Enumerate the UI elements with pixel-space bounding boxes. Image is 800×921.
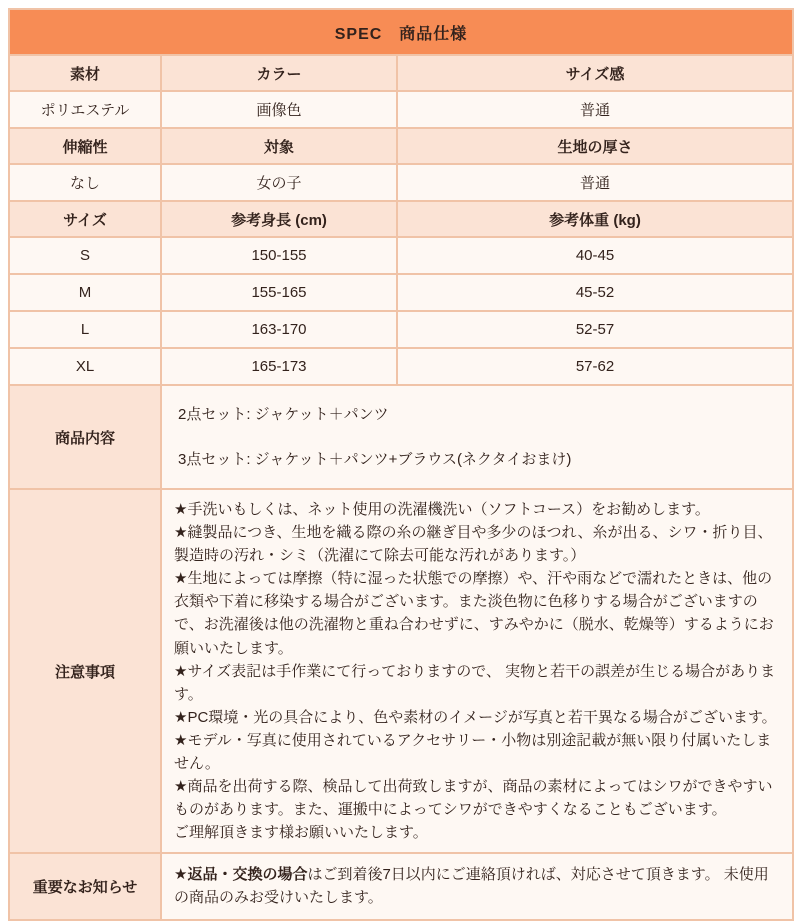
- header-color: カラー: [161, 55, 397, 91]
- notes-text: [161, 489, 793, 853]
- table-row: [9, 91, 793, 128]
- contents-line-2: 3点セット: ジャケット＋パンツ+ブラウス(ネクタイおまけ): [178, 451, 572, 468]
- size-s: S: [9, 237, 161, 274]
- notes-line-3: ★生地によっては摩擦（特に湿った状態での摩擦）や、汗や雨などで濡れたときは、他の衣類や下着に移染する場合がございます。また淡色物に色移りする場合がございますので、お洗濯後は他の洗濯物と重ね合わせずに、すみやかに（脱水、乾燥等）するようにお願いいたします。: [174, 570, 774, 657]
- header-ref-height: 参考身長 (cm): [161, 201, 397, 237]
- header-size-feel: サイズ感: [397, 55, 793, 91]
- notice-body: はご到着後7日以内にご連絡頂ければ、対応させて頂きます。 未使用の商品のみお受けいたします。: [174, 866, 769, 906]
- size-xl-weight: 57-62: [397, 348, 793, 385]
- section-label-notes: 注意事項: [9, 489, 161, 853]
- header-material: 素材: [9, 55, 161, 91]
- value-size-feel: 普通: [397, 91, 793, 128]
- table-row: [9, 237, 793, 274]
- table-row: [9, 311, 793, 348]
- table-row: [9, 274, 793, 311]
- size-l-height: 163-170: [161, 311, 397, 348]
- notes-line-6: ★モデル・写真に使用されているアクセサリー・小物は別途記載が無い限り付属いたしません。: [174, 731, 772, 773]
- header-fabric-thickness: 生地の厚さ: [397, 128, 793, 164]
- contents-row: [9, 385, 793, 489]
- notes-line-2: ★縫製品につき、生地を織る際の糸の継ぎ目や多少のほつれ、糸が出る、シワ・折り目、製造時の汚れ・シミ（洗濯にて除去可能な汚れがあります。）: [174, 524, 773, 565]
- table-row: [9, 55, 793, 91]
- table-title: SPEC 商品仕様: [9, 9, 793, 55]
- table-row: [9, 164, 793, 201]
- value-target: 女の子: [161, 164, 397, 201]
- size-xl-height: 165-173: [161, 348, 397, 385]
- spec-table: [8, 8, 794, 921]
- header-stretch: 伸縮性: [9, 128, 161, 164]
- size-xl: XL: [9, 348, 161, 385]
- value-fabric-thickness: 普通: [397, 164, 793, 201]
- notes-line-5: ★PC環境・光の具合により、色や素材のイメージが写真と若干異なる場合がございます。: [174, 708, 777, 726]
- value-material: ポリエステル: [9, 91, 161, 128]
- section-label-contents: 商品内容: [9, 385, 161, 489]
- product-spec-sheet: [8, 8, 792, 921]
- notice-row: [9, 853, 793, 920]
- size-l: L: [9, 311, 161, 348]
- contents-line-1: 2点セット: ジャケット＋パンツ: [178, 406, 389, 423]
- contents-text: [161, 385, 793, 489]
- value-stretch: なし: [9, 164, 161, 201]
- notes-line-8: ご理解頂きます様お願いいたします。: [174, 824, 428, 842]
- header-ref-weight: 参考体重 (kg): [397, 201, 793, 237]
- notice-bold-lead: ★返品・交換の場合: [174, 866, 308, 884]
- header-size: サイズ: [9, 201, 161, 237]
- size-s-weight: 40-45: [397, 237, 793, 274]
- size-m-weight: 45-52: [397, 274, 793, 311]
- section-label-notice: 重要なお知らせ: [9, 853, 161, 920]
- notice-text: [161, 853, 793, 920]
- size-m: M: [9, 274, 161, 311]
- table-row: [9, 201, 793, 237]
- header-target: 対象: [161, 128, 397, 164]
- size-l-weight: 52-57: [397, 311, 793, 348]
- value-color: 画像色: [161, 91, 397, 128]
- table-row: [9, 348, 793, 385]
- title-row: [9, 9, 793, 55]
- notes-line-4: ★サイズ表記は手作業にて行っておりますので、 実物と若干の誤差が生じる場合があります。: [174, 662, 776, 703]
- notes-line-1: ★手洗いもしくは、ネット使用の洗濯機洗い（ソフトコース）をお勧めします。: [174, 501, 710, 518]
- notes-line-7: ★商品を出荷する際、検品して出荷致しますが、商品の素材によってはシワができやすいものがあります。また、運搬中によってシワができやすくなることもございます。: [174, 778, 773, 819]
- notes-row: [9, 489, 793, 853]
- size-s-height: 150-155: [161, 237, 397, 274]
- size-m-height: 155-165: [161, 274, 397, 311]
- table-row: [9, 128, 793, 164]
